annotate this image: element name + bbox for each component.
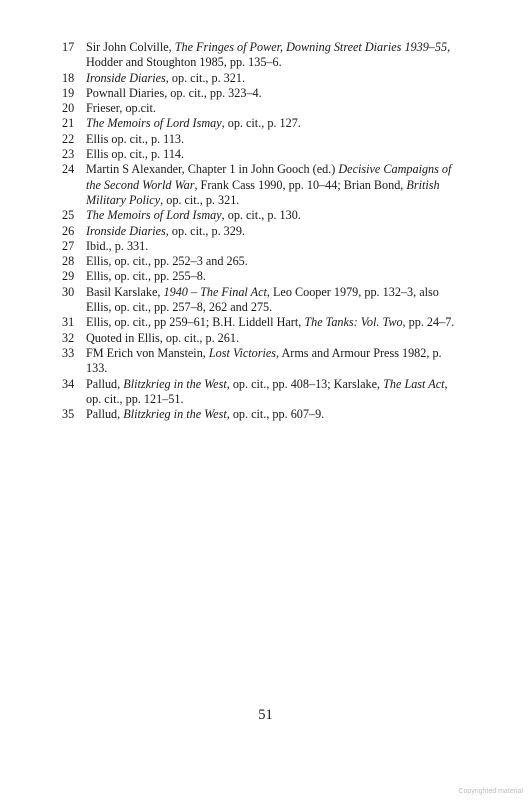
endnote-text	[86, 132, 457, 147]
endnote-title-italic: 1940 – The Final Act	[163, 284, 267, 299]
endnote-item	[62, 407, 457, 422]
endnote-text-run: Ellis, op. cit., pp. 255–8.	[86, 269, 206, 284]
endnote-text	[86, 239, 457, 254]
endnote-item	[62, 86, 457, 101]
endnote-text-run: Ellis op. cit., p. 114.	[86, 147, 185, 162]
endnote-title-italic: The Tanks: Vol. Two	[304, 315, 403, 330]
endnote-number: 33	[62, 345, 75, 360]
endnote-number: 35	[62, 407, 75, 422]
endnote-number: 31	[62, 315, 75, 330]
endnote-number: 22	[62, 131, 75, 146]
endnote-text	[86, 315, 457, 330]
endnote-item	[62, 116, 457, 131]
page-number: 51	[258, 707, 273, 723]
endnote-title-italic: The Memoirs of Lord Ismay	[86, 208, 222, 223]
endnote-text	[86, 116, 457, 131]
endnote-text	[86, 101, 457, 116]
endnote-item	[62, 331, 457, 346]
endnote-item	[62, 224, 457, 239]
endnote-number: 21	[62, 116, 75, 131]
endnote-text-run: Ellis, op. cit., pp. 252–3 and 265.	[86, 254, 248, 269]
endnote-item	[62, 254, 457, 269]
endnote-title-italic: Blitzkrieg in the West	[123, 407, 227, 422]
endnote-item	[62, 377, 457, 408]
endnote-item	[62, 101, 457, 116]
endnote-item	[62, 208, 457, 223]
endnote-item	[62, 239, 457, 254]
endnote-title-italic: The Last Act	[383, 376, 445, 391]
endnote-title-italic: Lost Victories	[208, 345, 277, 360]
endnote-text	[86, 269, 457, 284]
endnote-text-run: , Arms and Armour Press 1982, p. 133.	[86, 345, 442, 376]
endnote-text	[86, 346, 457, 377]
endnote-text-run: , op. cit., p. 321.	[160, 192, 240, 207]
endnote-item	[62, 71, 457, 86]
endnote-text-run: , op. cit., p. 321.	[165, 70, 245, 85]
endnote-text-run: , Leo Cooper 1979, pp. 132–3, also Ellis, op. cit., pp. 257–8, 262 and 275.	[86, 284, 439, 315]
endnote-text	[86, 377, 457, 408]
endnote-text-run: Quoted in Ellis, op. cit., p. 261.	[86, 330, 240, 345]
endnote-text-run: Basil Karslake,	[86, 284, 164, 299]
endnote-text-run: , Hodder and Stoughton 1985, pp. 135–6.	[86, 40, 451, 70]
endnote-title-italic: Blitzkrieg in the West	[123, 376, 227, 391]
endnote-item	[62, 162, 457, 208]
copyright-watermark: Copyrighted material	[458, 788, 523, 795]
endnote-item	[62, 147, 457, 162]
endnote-number: 18	[62, 70, 75, 85]
endnote-title-italic: Ironside Diaries	[86, 70, 166, 85]
endnote-title-italic: The Memoirs of Lord Ismay	[86, 116, 222, 131]
endnote-title-italic: British Military Policy	[86, 177, 440, 207]
endnote-text	[86, 407, 457, 422]
endnote-text-run: , op. cit., p. 127.	[221, 116, 301, 131]
endnote-text	[86, 147, 457, 162]
endnotes-list	[62, 40, 457, 422]
endnote-number: 23	[62, 147, 75, 162]
endnote-number: 19	[62, 85, 75, 100]
endnote-text	[86, 208, 457, 223]
endnote-item	[62, 269, 457, 284]
endnote-text-run: Pownall Diaries, op. cit., pp. 323–4.	[86, 85, 262, 100]
endnote-title-italic: Decisive Campaigns of the Second World War	[86, 162, 452, 192]
endnote-number: 24	[62, 162, 75, 177]
endnote-text	[86, 71, 457, 86]
endnote-text-run: Ellis op. cit., p. 113.	[86, 131, 185, 146]
endnote-number: 25	[62, 208, 75, 223]
endnote-title-italic: The Fringes of Power, Downing Street Diaries 1939–55	[174, 40, 448, 54]
endnote-item	[62, 315, 457, 330]
endnote-text-run: , op. cit., pp. 408–13; Karslake,	[226, 376, 384, 391]
endnote-text	[86, 224, 457, 239]
endnote-text	[86, 285, 457, 316]
endnote-text-run: Martin S Alexander, Chapter 1 in John Gooch (ed.)	[86, 162, 339, 177]
endnote-item	[62, 346, 457, 377]
endnote-item	[62, 132, 457, 147]
endnote-text-run: Pallud,	[86, 407, 124, 422]
endnote-item	[62, 40, 457, 71]
endnote-number: 32	[62, 330, 75, 345]
endnote-title-italic: Ironside Diaries	[86, 223, 166, 238]
endnote-number: 17	[62, 40, 75, 54]
endnote-number: 27	[62, 238, 75, 253]
endnote-text-run: Ibid., p. 331.	[86, 238, 149, 253]
endnote-text-run: Pallud,	[86, 376, 124, 391]
endnote-text-run: , op. cit., p. 130.	[221, 208, 301, 223]
endnote-text-run: Frieser, op.cit.	[86, 101, 156, 116]
endnote-text	[86, 86, 457, 101]
endnote-number: 29	[62, 269, 75, 284]
endnote-text	[86, 40, 457, 71]
endnote-text	[86, 162, 457, 208]
endnote-number: 28	[62, 254, 75, 269]
endnote-text-run: Sir John Colville,	[86, 40, 175, 54]
endnote-text	[86, 254, 457, 269]
endnote-number: 34	[62, 376, 75, 391]
endnote-text-run: Ellis, op. cit., pp 259–61; B.H. Liddell Hart,	[86, 315, 305, 330]
endnote-text	[86, 331, 457, 346]
endnote-text-run: , op. cit., pp. 121–51.	[86, 376, 448, 406]
endnote-text-run: , Frank Cass 1990, pp. 10–44; Brian Bond,	[194, 177, 407, 192]
endnote-number: 30	[62, 284, 75, 299]
endnote-text-run: , op. cit., pp. 607–9.	[226, 407, 325, 422]
endnote-text-run: FM Erich von Manstein,	[86, 345, 209, 360]
endnote-number: 26	[62, 223, 75, 238]
endnote-number: 20	[62, 101, 75, 116]
endnote-text-run: , op. cit., p. 329.	[165, 223, 245, 238]
endnote-item	[62, 285, 457, 316]
endnote-text-run: , pp. 24–7.	[402, 315, 455, 330]
